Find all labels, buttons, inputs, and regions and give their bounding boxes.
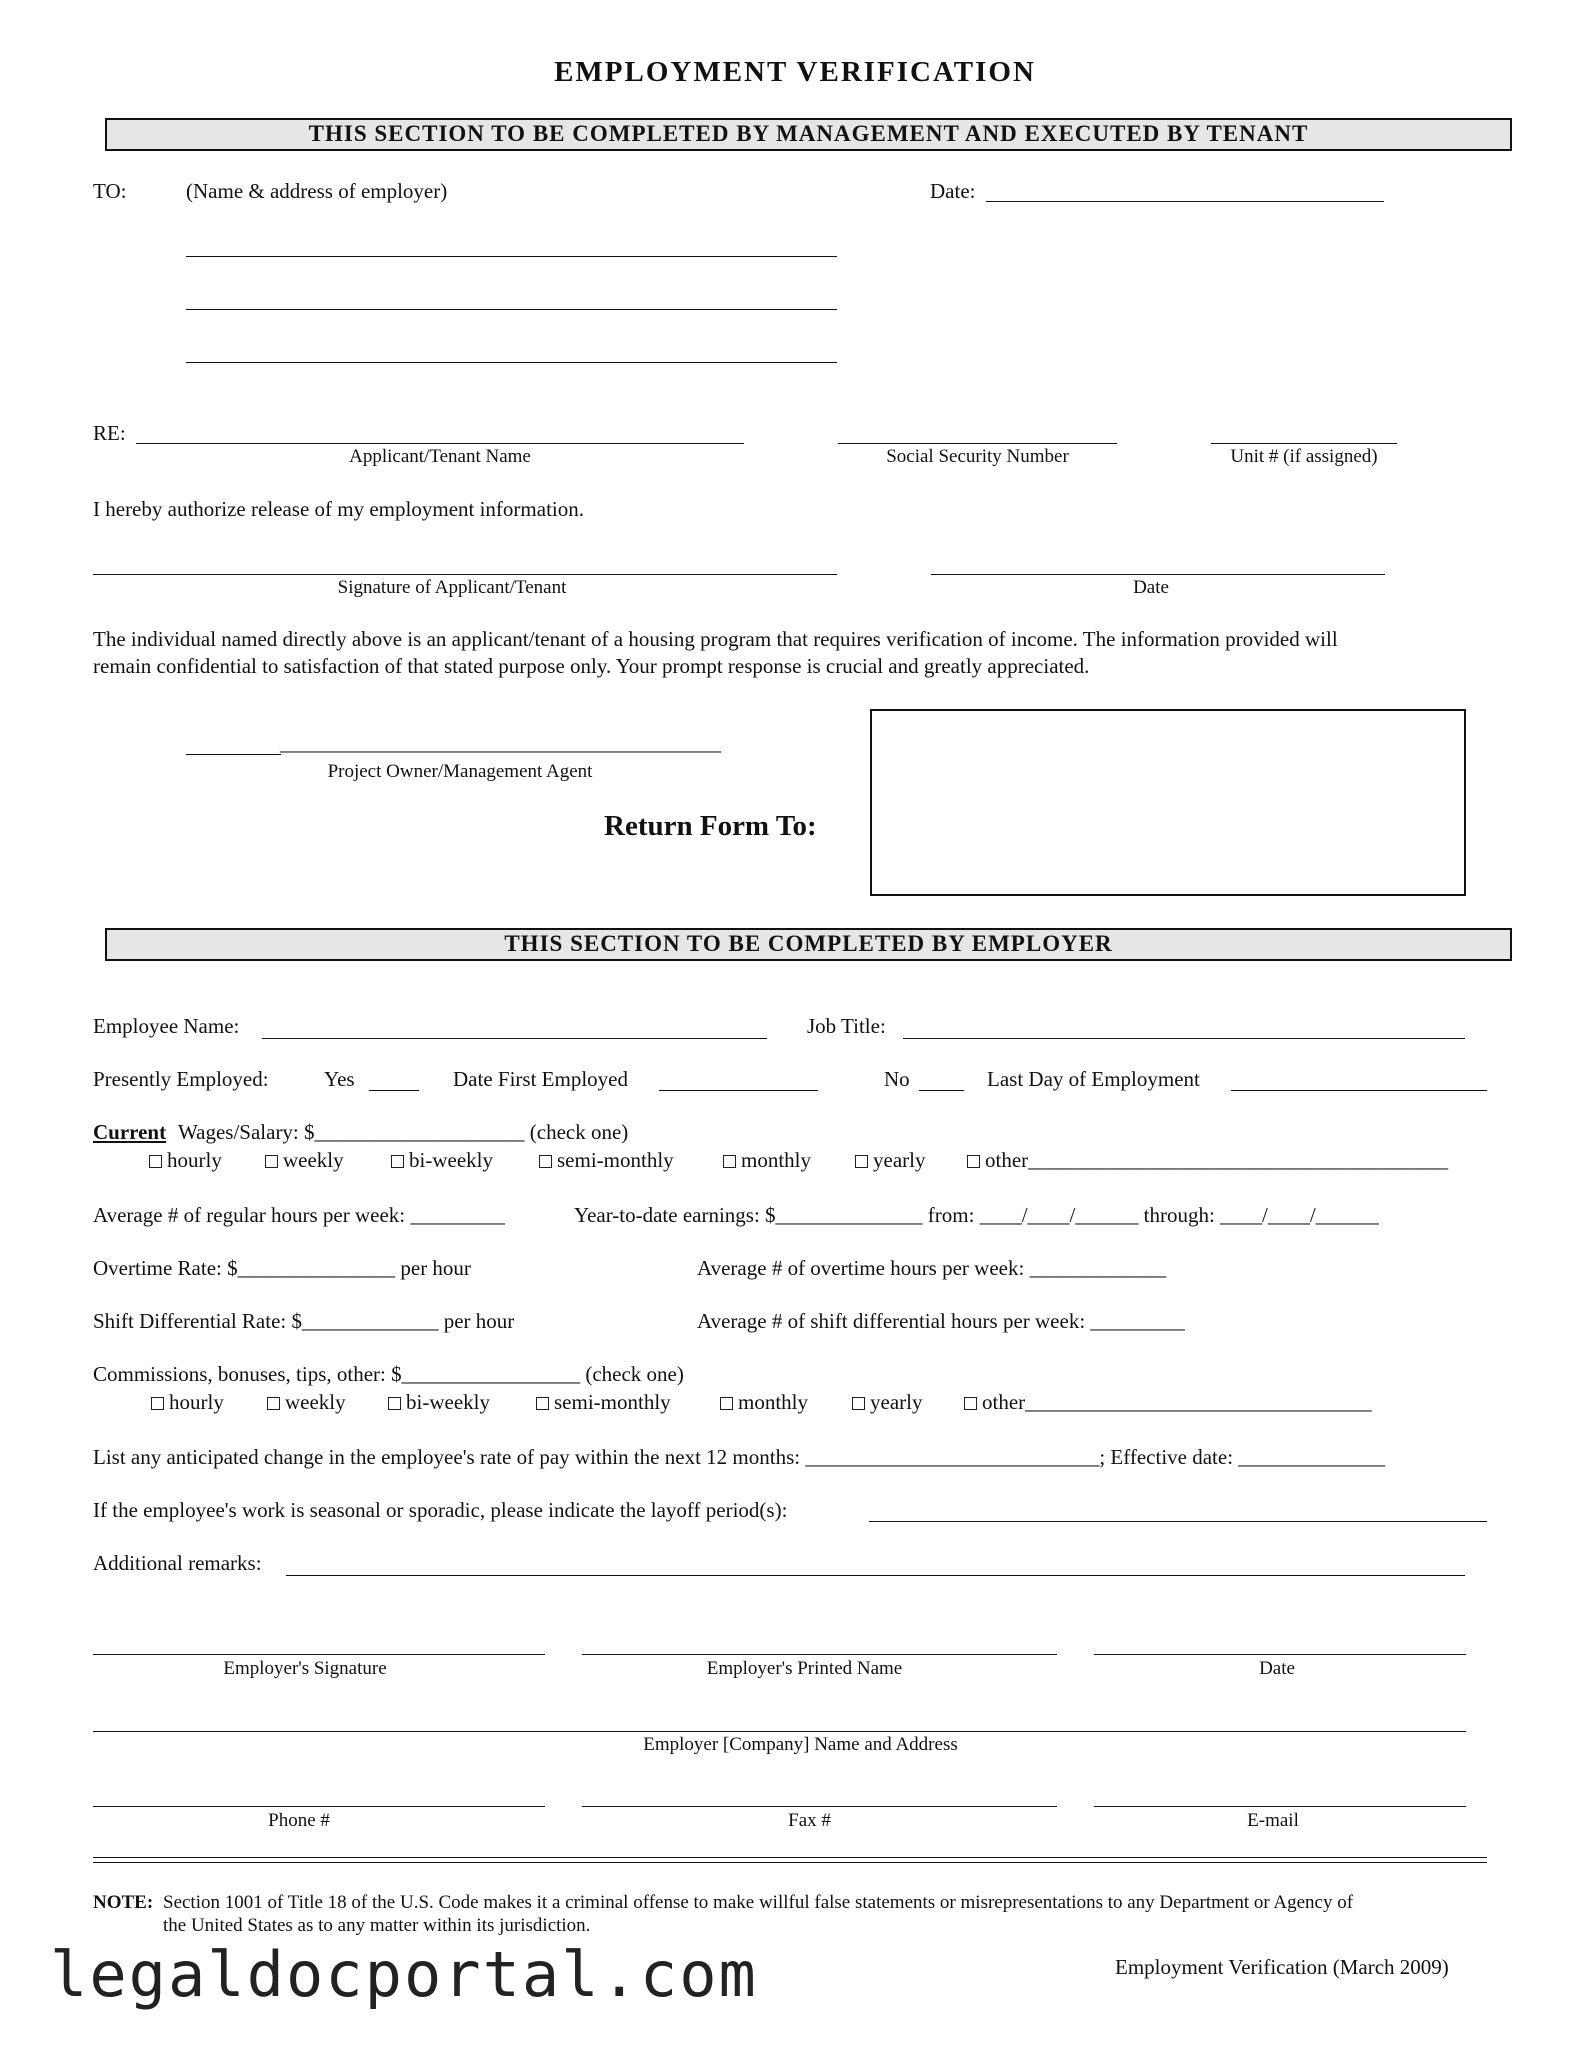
checkbox-icon [539,1155,552,1168]
checkbox-icon [723,1155,736,1168]
commissions-label[interactable]: Commissions, bonuses, tips, other: $_________________ (check one) [93,1362,684,1386]
checkbox-icon [967,1155,980,1168]
checkbox-icon [391,1155,404,1168]
comm-option-yearly[interactable]: yearly [852,1390,922,1415]
authorize-text: I hereby authorize release of my employment information. [93,497,584,521]
phone-caption: Phone # [268,1810,330,1831]
avg-shift-label[interactable]: Average # of shift differential hours per week: _________ [697,1309,1185,1333]
section1-header: THIS SECTION TO BE COMPLETED BY MANAGEMENT AND EXECUTED BY TENANT [105,118,1512,151]
layoff-period-field[interactable] [869,1521,1487,1522]
overtime-rate-label[interactable]: Overtime Rate: $_______________ per hour [93,1256,471,1280]
remarks-field[interactable] [286,1575,1465,1576]
checkbox-icon [852,1397,865,1410]
checkbox-icon [149,1155,162,1168]
owner-caption: Project Owner/Management Agent [327,761,593,782]
applicant-name-field[interactable] [136,443,744,444]
fax-caption: Fax # [788,1810,831,1831]
wage-option-bi-weekly[interactable]: bi-weekly [391,1148,493,1173]
employer-address-line-1[interactable] [186,256,837,257]
employer-address-line-2[interactable] [186,309,837,310]
signature-date-caption: Date [1133,577,1169,598]
presently-employed-label: Presently Employed: [93,1067,269,1091]
employee-name-label: Employee Name: [93,1014,240,1038]
date-first-employed-label: Date First Employed [453,1067,628,1091]
re-label: RE: [93,421,126,445]
company-caption: Employer [Company] Name and Address [643,1734,958,1755]
employer-printed-name-caption: Employer's Printed Name [706,1658,903,1679]
remarks-label: Additional remarks: [93,1551,262,1575]
note-line-2: the United States as to any matter within its jurisdiction. [163,1915,591,1936]
checkbox-icon [855,1155,868,1168]
date-first-employed-field[interactable] [659,1090,818,1091]
wage-option-other[interactable]: other________________________________________ [967,1148,1448,1173]
signature-caption: Signature of Applicant/Tenant [337,577,567,598]
employer-address-line-3[interactable] [186,362,837,363]
company-name-address-field[interactable] [93,1731,1466,1732]
yes-field[interactable] [369,1090,419,1091]
wage-option-monthly[interactable]: monthly [723,1148,811,1173]
divider-bottom [93,1862,1487,1863]
paragraph-line-2: remain confidential to satisfaction of that stated purpose only. Your prompt response is crucial and greatly appreciated. [93,654,1090,678]
comm-option-other[interactable]: other_________________________________ [964,1390,1372,1415]
owner-line-lead [186,754,281,755]
employee-name-field[interactable] [262,1038,767,1039]
employer-printed-name-field[interactable] [582,1654,1057,1655]
return-address-box[interactable] [870,709,1466,896]
comm-option-semi-monthly[interactable]: semi-monthly [536,1390,671,1415]
job-title-field[interactable] [903,1038,1465,1039]
no-label: No [884,1067,910,1091]
job-title-label: Job Title: [807,1014,886,1038]
current-label: Current [93,1120,167,1144]
form-title: EMPLOYMENT VERIFICATION [554,56,1036,88]
last-day-label: Last Day of Employment [987,1067,1200,1091]
watermark: legaldocportal.com [50,1938,758,2011]
ssn-field[interactable] [838,443,1117,444]
yes-label: Yes [324,1067,355,1091]
email-field[interactable] [1094,1806,1466,1807]
employer-signature-caption: Employer's Signature [223,1658,387,1679]
phone-field[interactable] [93,1806,545,1807]
seasonal-label: If the employee's work is seasonal or sporadic, please indicate the layoff period(s): [93,1498,788,1522]
owner-signature-field[interactable]: __________________________________________ [280,731,721,755]
note-line-1: Section 1001 of Title 18 of the U.S. Code makes it a criminal offense to make willful false statements or misrepresentations to any Department or Agency of [163,1892,1354,1913]
to-label: TO: [93,179,127,203]
to-hint: (Name & address of employer) [186,179,448,203]
tenant-signature-date-field[interactable] [931,574,1385,575]
return-form-label: Return Form To: [604,810,817,842]
checkbox-icon [151,1397,164,1410]
checkbox-icon [720,1397,733,1410]
comm-option-bi-weekly[interactable]: bi-weekly [388,1390,490,1415]
paragraph-line-1: The individual named directly above is an applicant/tenant of a housing program that requires verification of income. The information provided will [93,627,1338,651]
shift-rate-label[interactable]: Shift Differential Rate: $_____________ per hour [93,1309,515,1333]
date-field[interactable] [986,201,1384,202]
note-label: NOTE: [93,1892,154,1913]
wage-other-field[interactable]: ________________________________________ [1028,1148,1449,1172]
comm-option-hourly[interactable]: hourly [151,1390,224,1415]
avg-overtime-label[interactable]: Average # of overtime hours per week: _____________ [697,1256,1167,1280]
wage-option-yearly[interactable]: yearly [855,1148,925,1173]
email-caption: E-mail [1247,1810,1299,1831]
wage-option-weekly[interactable]: weekly [265,1148,344,1173]
last-day-field[interactable] [1231,1090,1487,1091]
wage-option-hourly[interactable]: hourly [149,1148,222,1173]
anticipated-change-label[interactable]: List any anticipated change in the employee's rate of pay within the next 12 months: ____________________________; Effective date: ______________ [93,1445,1386,1469]
employer-date-field[interactable] [1094,1654,1466,1655]
employer-date-caption: Date [1259,1658,1295,1679]
form-id: Employment Verification (March 2009) [1115,1955,1449,1979]
applicant-name-caption: Applicant/Tenant Name [349,446,531,467]
ytd-earnings-label[interactable]: Year-to-date earnings: $______________ from: ____/____/______ through: ____/____/______ [574,1203,1379,1227]
fax-field[interactable] [582,1806,1057,1807]
section2-header: THIS SECTION TO BE COMPLETED BY EMPLOYER [105,928,1512,961]
avg-hours-label[interactable]: Average # of regular hours per week: _________ [93,1203,505,1227]
checkbox-icon [265,1155,278,1168]
wage-option-semi-monthly[interactable]: semi-monthly [539,1148,674,1173]
no-field[interactable] [919,1090,964,1091]
comm-option-monthly[interactable]: monthly [720,1390,808,1415]
ssn-caption: Social Security Number [886,446,1069,467]
wages-label: Wages/Salary: $____________________ (check one) [178,1120,629,1144]
comm-other-field[interactable]: _________________________________ [1025,1390,1372,1414]
checkbox-icon [267,1397,280,1410]
checkbox-icon [388,1397,401,1410]
date-label: Date: [930,179,976,203]
comm-option-weekly[interactable]: weekly [267,1390,346,1415]
checkbox-icon [964,1397,977,1410]
unit-field[interactable] [1211,443,1397,444]
divider-top [93,1857,1487,1858]
employer-signature-field[interactable] [93,1654,545,1655]
tenant-signature-field[interactable] [93,574,837,575]
unit-caption: Unit # (if assigned) [1230,446,1378,467]
checkbox-icon [536,1397,549,1410]
